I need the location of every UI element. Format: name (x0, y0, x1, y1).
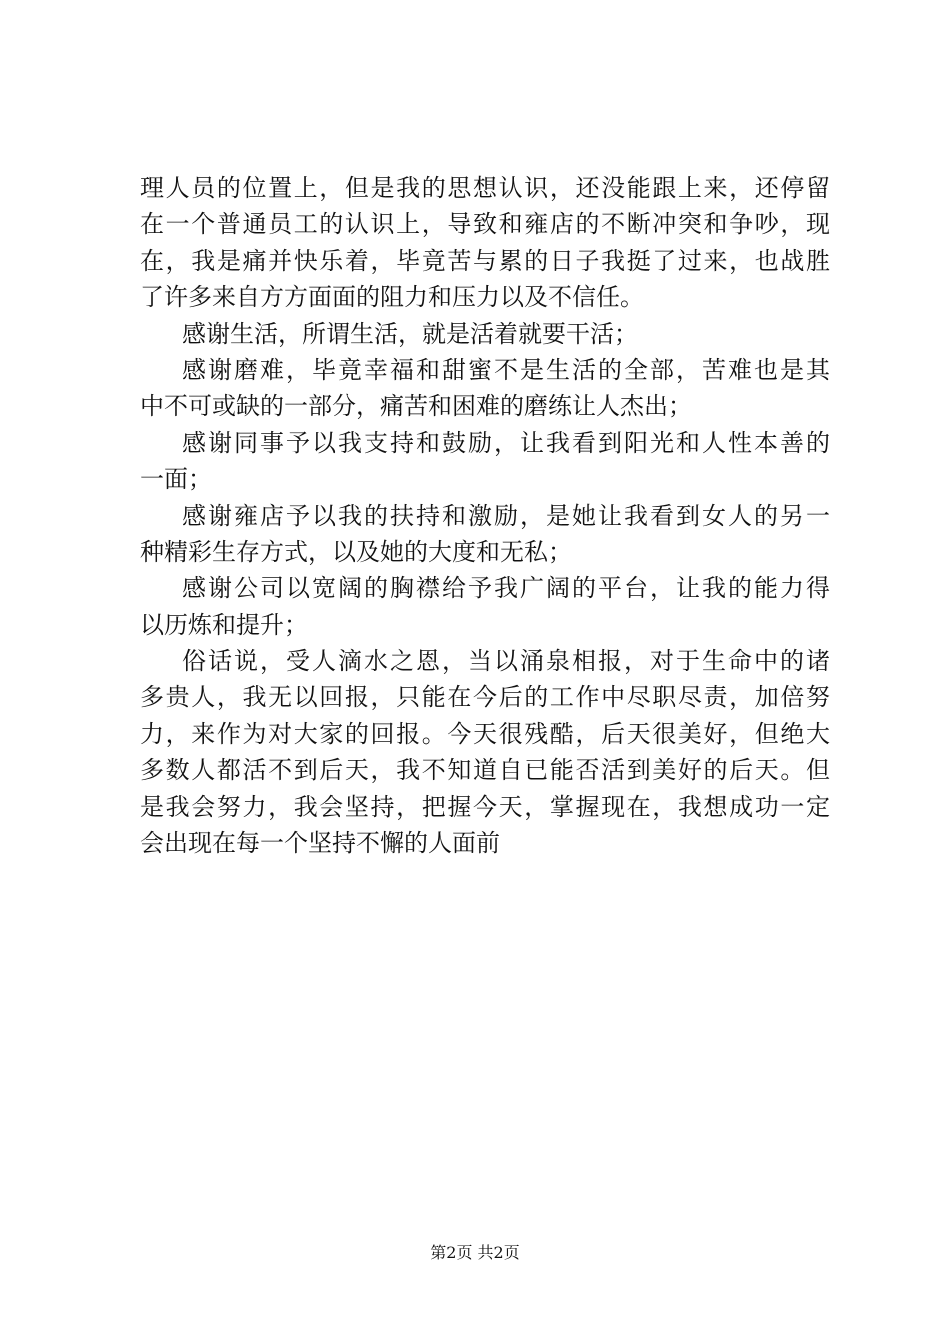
text-line: 会出现在每一个坚持不懈的人面前 (140, 829, 500, 858)
text-line: 理人员的位置上，但是我的思想认识，还没能跟上来，还停留 (140, 174, 830, 202)
page-number-footer: 第2页 共2页 (430, 1243, 520, 1262)
text-line: 多贵人，我无以回报，只能在今后的工作中尽职尽责，加倍努 (140, 683, 830, 712)
text-line: 在，我是痛并快乐着，毕竟苦与累的日子我挺了过来，也战胜 (140, 246, 830, 275)
text-line: 俗话说，受人滴水之恩，当以涌泉相报，对于生命中的诸 (182, 647, 830, 676)
document-body (140, 170, 830, 861)
text-line: 中不可或缺的一部分，痛苦和困难的磨练让人杰出； (140, 392, 692, 421)
text-line: 在一个普通员工的认识上，导致和雍店的不断冲突和争吵，现 (140, 210, 830, 239)
text-line: 感谢同事予以我支持和鼓励，让我看到阳光和人性本善的 (182, 428, 830, 457)
text-line: 一面； (140, 465, 212, 494)
text-line: 了许多来自方方面面的阻力和压力以及不信任。 (140, 283, 644, 312)
text-line: 感谢生活，所谓生活，就是活着就要干活； (182, 319, 638, 348)
text-line: 以历炼和提升； (140, 610, 308, 639)
text-line: 力，来作为对大家的回报。今天很残酷，后天很美好，但绝大 (140, 719, 830, 748)
text-line: 多数人都活不到后天，我不知道自已能否活到美好的后天。但 (140, 756, 830, 785)
text-line: 感谢雍店予以我的扶持和激励，是她让我看到女人的另一 (182, 501, 830, 530)
text-line: 感谢磨难，毕竟幸福和甜蜜不是生活的全部，苦难也是其 (182, 355, 830, 384)
text-line: 种精彩生存方式，以及她的大度和无私； (140, 537, 572, 566)
text-line: 感谢公司以宽阔的胸襟给予我广阔的平台，让我的能力得 (182, 574, 830, 603)
text-line: 是我会努力，我会坚持，把握今天，掌握现在，我想成功一定 (140, 792, 830, 821)
